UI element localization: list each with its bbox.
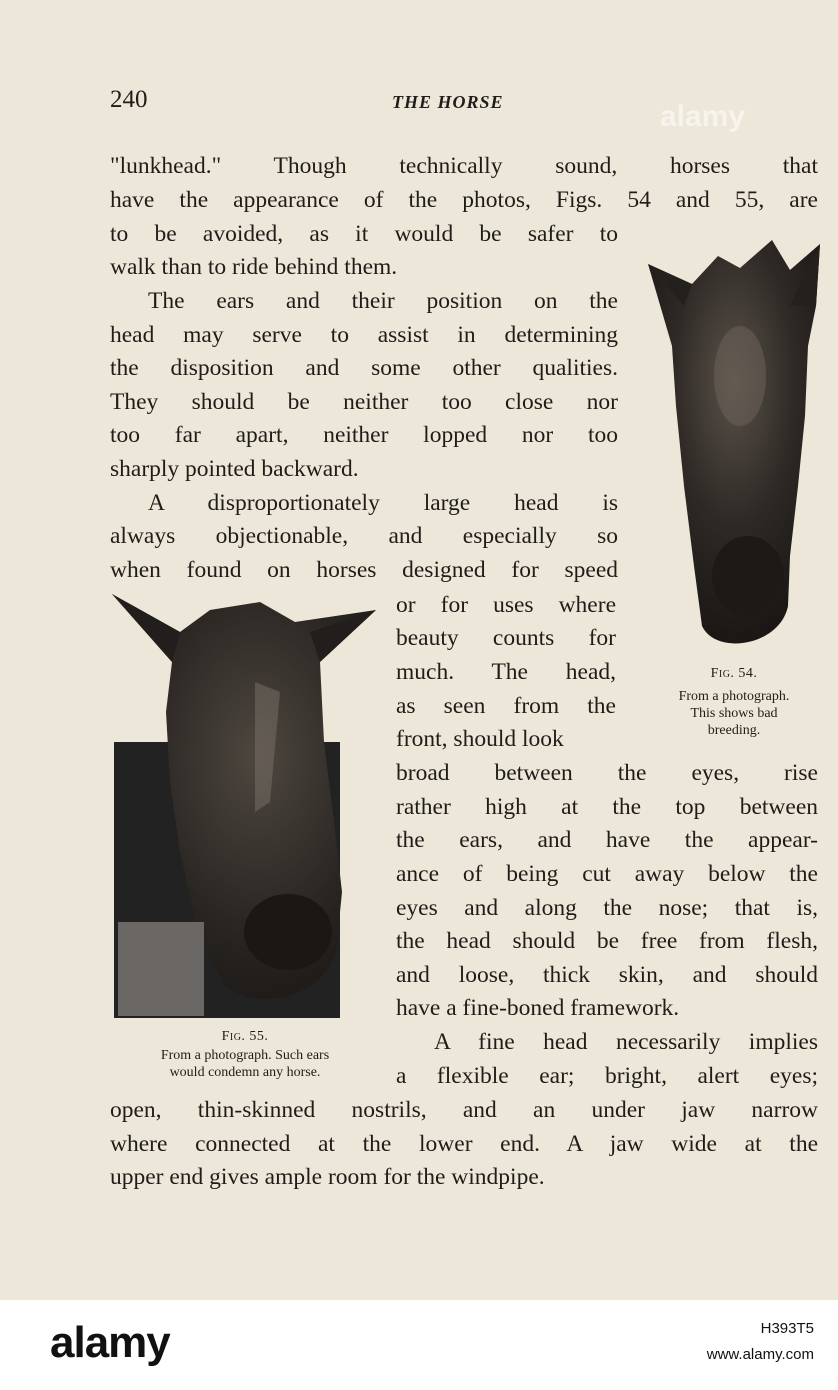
text-line: upper end gives ample room for the windpipe. <box>110 1164 545 1190</box>
page-number: 240 <box>110 86 148 113</box>
text-line: sharply pointed backward. <box>110 456 359 482</box>
text-line: the head should be free from flesh, <box>396 928 818 954</box>
text-line: head may serve to assist in determining <box>110 322 618 348</box>
text-line: the ears, and have the appear- <box>396 827 818 853</box>
text-line: eyes and along the nose; that is, <box>396 895 818 921</box>
text-line: A disproportionately large head is <box>148 490 618 516</box>
text-line: the disposition and some other qualities. <box>110 355 618 381</box>
text-line: a flexible ear; bright, alert eyes; <box>396 1063 818 1089</box>
text-line: and loose, thick skin, and should <box>396 962 818 988</box>
fig-54-caption-2: This shows bad <box>690 706 778 721</box>
text-line: beauty counts for <box>396 625 616 651</box>
fig-55-caption-2: would condemn any horse. <box>169 1065 321 1080</box>
text-line: as seen from the <box>396 693 616 719</box>
fig-54-label: Fig. 54. <box>710 666 758 681</box>
text-line: ance of being cut away below the <box>396 861 818 887</box>
text-line: broad between the eyes, rise <box>396 760 818 786</box>
stock-image-id: H393T5 <box>760 1320 814 1337</box>
stock-url-link[interactable]: www.alamy.com <box>706 1346 814 1363</box>
text-line: to be avoided, as it would be safer to <box>110 221 618 247</box>
text-line: where connected at the lower end. A jaw wide at the <box>110 1131 818 1157</box>
fig-55-caption-1: From a photograph. Such ears <box>160 1048 330 1063</box>
text-line: always objectionable, and especially so <box>110 523 618 549</box>
fig-54-horse-photo <box>640 236 830 656</box>
running-title: THE HORSE <box>392 92 504 112</box>
text-line: They should be neither too close nor <box>110 389 618 415</box>
text-line: or for uses where <box>396 592 616 618</box>
fig-55-horse-photo <box>110 592 378 1020</box>
text-line: The ears and their position on the <box>148 288 618 314</box>
fig-54-caption-3: breeding. <box>707 723 761 738</box>
text-line: much. The head, <box>396 659 616 685</box>
text-line: have a fine-boned framework. <box>396 995 680 1021</box>
text-line: front, should look <box>396 726 564 752</box>
watermark-text: alamy <box>660 100 746 133</box>
text-line: A fine head necessarily implies <box>434 1029 818 1055</box>
text-line: have the appearance of the photos, Figs. 54 and 55, are <box>110 187 818 213</box>
text-line: too far apart, neither lopped nor too <box>110 422 618 448</box>
text-line: when found on horses designed for speed <box>110 557 618 583</box>
stock-logo[interactable]: alamy <box>50 1318 170 1367</box>
text-line: "lunkhead." Though technically sound, horses that <box>110 153 818 179</box>
fig-54-caption-1: From a photograph. <box>678 689 790 704</box>
text-line: walk than to ride behind them. <box>110 254 398 280</box>
text-line: open, thin-skinned nostrils, and an under jaw narrow <box>110 1097 818 1123</box>
text-line: rather high at the top between <box>396 794 818 820</box>
fig-55-label: Fig. 55. <box>221 1029 269 1044</box>
